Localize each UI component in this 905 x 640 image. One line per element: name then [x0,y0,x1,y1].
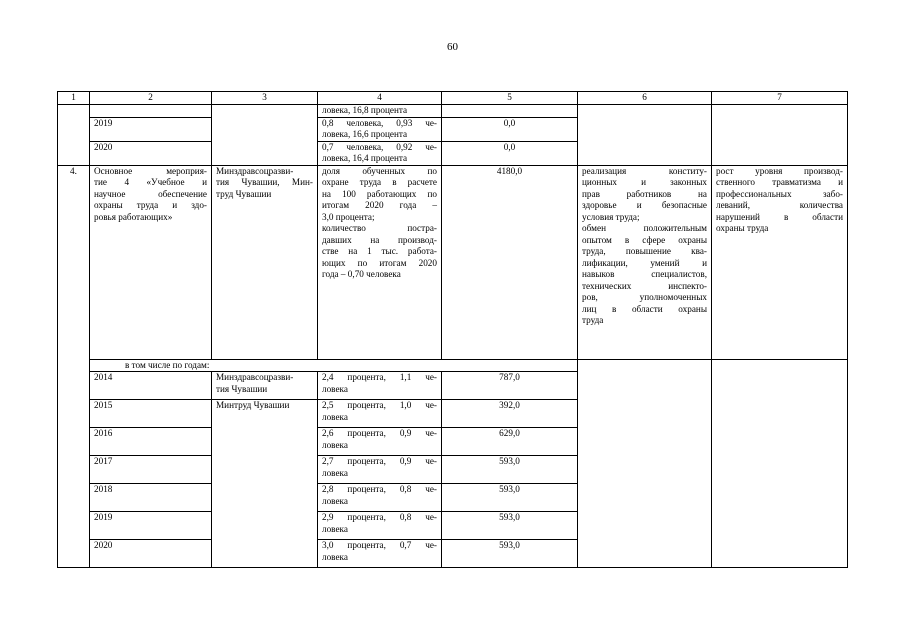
executor-line: труд Чувашии [216,188,272,199]
funding-cell: 787,0 [442,372,578,400]
header-cell: 6 [578,92,712,105]
indicator-line: ловека [322,523,348,534]
year-cell: 2019 [90,512,212,540]
indicator-line: ловека [322,495,348,506]
indicator-line: 2,5 процента, 1,0 че- [322,400,437,410]
indicator-line: 2,9 процента, 0,8 че- [322,512,437,522]
main-row [58,165,848,359]
funding-cell: 593,0 [442,484,578,512]
funding-cell: 0,0 [442,141,578,165]
indicator-line: ловека, 16,6 процента [322,129,408,139]
executor-cell [212,104,318,165]
indicator-cell [318,540,442,568]
indicator-line: 0,8 человека, 0,93 че- [322,117,437,128]
executor-cell [212,400,318,568]
page-number: 60 [447,41,458,53]
header-cell: 2 [90,92,212,105]
year-cell: 2014 [90,372,212,400]
indicator-cell [318,165,442,359]
risk-line: леваний, количества [716,200,843,210]
header-cell: 7 [712,92,848,105]
year-cell: 2016 [90,428,212,456]
result-line: ров, уполномоченных [582,292,707,302]
result-line: труда, повышение ква- [582,246,707,256]
header-row [58,92,848,105]
indicator-line: 2,6 процента, 0,9 че- [322,428,437,438]
subtitle-row [58,359,848,372]
result-line: лиц в области охраны [582,303,707,314]
indicator-line: ловека, 16,8 процента [322,104,408,115]
executor-line: тия Чувашии, Мин- [216,177,313,187]
funding-cell: 392,0 [442,400,578,428]
indicator-line: стве на 1 тыс. работа- [322,246,437,256]
event-line: ровья работающих» [94,211,173,222]
result-line: навыков специалистов, [582,269,707,279]
indicator-line: ловека [322,411,348,422]
funding-cell: 593,0 [442,512,578,540]
result-cell [578,104,712,165]
funding-cell: 593,0 [442,540,578,568]
indicator-line: 2,4 процента, 1,1 че- [322,372,437,382]
risk-line: ственного травматизма и [716,177,843,187]
executor-line: Минтруд Чувашии [216,400,290,410]
year-cell: 2020 [90,540,212,568]
result-line: реализация конститу- [582,165,707,176]
indicator-line: 3,0 процента; [322,211,375,222]
result-cell [578,165,712,359]
risk-line: рост уровня производ- [716,165,843,176]
indicator-line: давших на производ- [322,234,437,245]
indicator-line: ловека [322,383,348,394]
risk-line: охраны труда [716,223,769,233]
table-row [58,104,848,117]
year-cell: 2019 [90,117,212,141]
risk-line: профессиональных забо- [716,188,843,199]
risk-cell [712,165,848,359]
funding-cell: 593,0 [442,456,578,484]
num-cell: 4. [58,165,90,568]
event-line: тие 4 «Учебное и [94,177,207,187]
indicator-line: ловека, 16,4 процента [322,153,408,163]
executor-line: Минздравсоцразви- [216,165,294,176]
funding-cell: 0,0 [442,117,578,141]
header-cell: 3 [212,92,318,105]
executor-line: Минздравсоцразви- [216,372,294,382]
indicator-line: итогам 2020 года – [322,200,437,210]
executor-cell [212,165,318,359]
indicator-line: 0,7 человека, 0,92 че- [322,141,437,152]
header-cell: 5 [442,92,578,105]
funding-cell [442,104,578,117]
indicator-line: доля обученных по [322,165,437,176]
indicator-line: года – 0,70 человека [322,269,401,279]
result-line: лификации, умений и [582,257,707,268]
indicator-line: количество постра- [322,223,437,233]
funding-cell: 629,0 [442,428,578,456]
executor-cell [212,372,318,400]
indicator-line: на 100 работающих по [322,188,437,199]
program-table [57,91,848,568]
indicator-cell [318,141,442,165]
subtitle-cell: в том числе по годам: [90,359,578,372]
indicator-cell [318,428,442,456]
indicator-cell [318,400,442,428]
year-cell: 2017 [90,456,212,484]
header-cell: 4 [318,92,442,105]
indicator-line: ловека [322,551,348,562]
year-cell: 2015 [90,400,212,428]
funding-cell: 4180,0 [442,165,578,359]
indicator-cell [318,484,442,512]
risk-cell [712,359,848,568]
indicator-line: 2,7 процента, 0,9 че- [322,456,437,466]
result-line: технических инспекто- [582,280,707,291]
indicator-line: ющих по итогам 2020 [322,257,437,268]
result-line: опытом в сфере охраны [582,234,707,245]
num-cell [58,104,90,165]
year-cell [90,104,212,117]
event-line: Основное мероприя- [94,165,207,176]
indicator-cell [318,456,442,484]
result-line: труда [582,315,604,325]
risk-line: нарушений в области [716,211,843,222]
indicator-line: 3,0 процента, 0,7 че- [322,540,437,550]
result-line: здоровье и безопасные [582,200,707,210]
year-cell: 2020 [90,141,212,165]
indicator-cell [318,512,442,540]
result-line: ционных и законных [582,177,707,187]
event-line: охраны труда и здо- [94,200,207,210]
result-line: прав работников на [582,188,707,199]
indicator-line: ловека [322,467,348,478]
header-cell: 1 [58,92,90,105]
indicator-line: 2,8 процента, 0,8 че- [322,484,437,494]
result-line: условия труда; [582,211,640,222]
indicator-line: охране труда в расчете [322,177,437,187]
executor-line: тия Чувашии [216,383,268,394]
result-cell [578,359,712,568]
indicator-cell [318,117,442,141]
risk-cell [712,104,848,165]
result-line: обмен положительным [582,223,707,233]
event-line: научное обеспечение [94,188,207,199]
year-cell: 2018 [90,484,212,512]
event-cell [90,165,212,359]
indicator-cell [318,104,442,117]
indicator-cell [318,372,442,400]
indicator-line: ловека [322,439,348,450]
